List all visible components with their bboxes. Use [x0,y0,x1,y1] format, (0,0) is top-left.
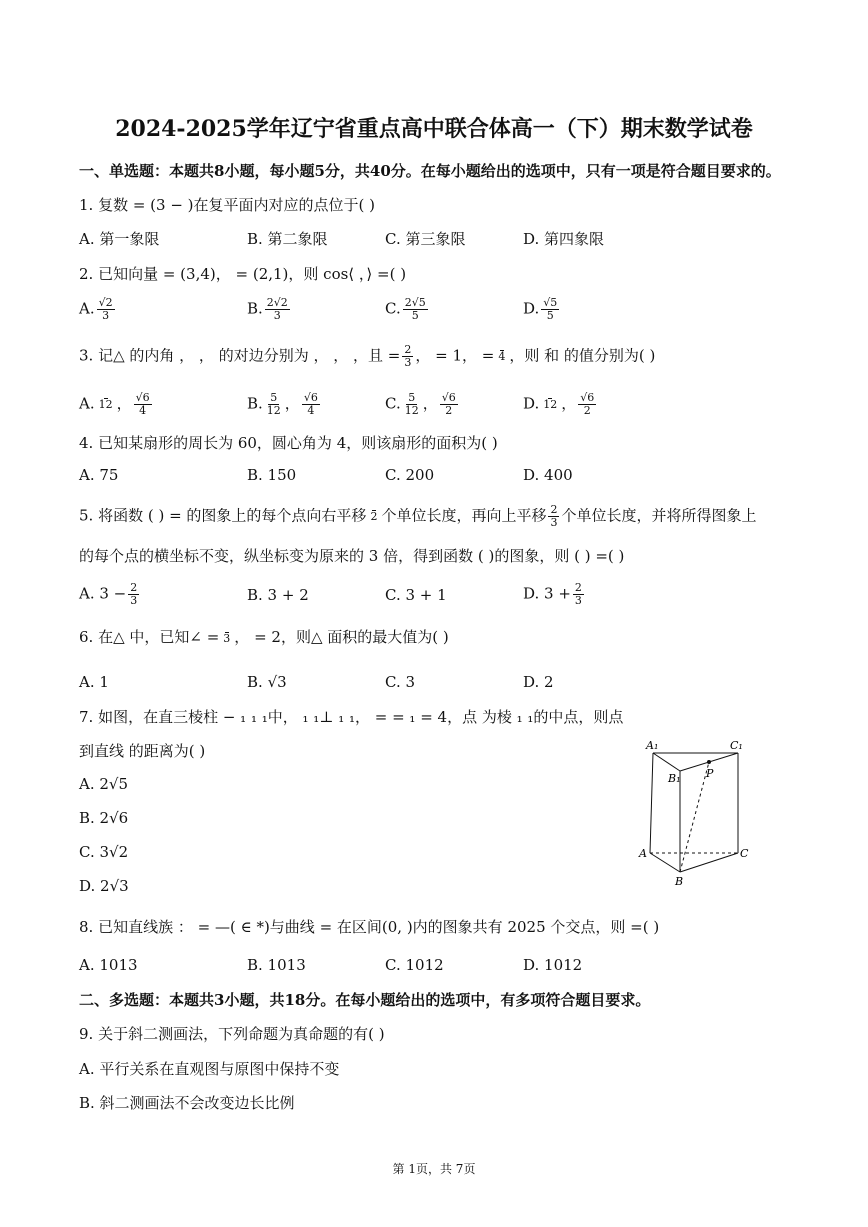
question-4-stem: 4. 已知某扇形的周长为 60，圆心角为 4，则该扇形的面积为( ) [79,434,498,452]
q1-option-a: A. 第一象限 [79,230,160,248]
q7-option-b: B. 2√6 [79,809,129,827]
q8-option-a: A. 1013 [79,956,138,974]
edge-a1b1 [653,753,680,771]
q1-option-b: B. 第二象限 [247,230,328,248]
q4-option-b: B. 150 [247,466,297,484]
question-6-stem: 6. 在△ 中，已知∠ = 3 ， = 2，则△ 面积的最大值为( ) [79,628,449,646]
q5-option-d: D. 3 + $\frac{2}{3}$ [523,581,582,607]
question-9-stem: 9. 关于斜二测画法，下列命题为真命题的有( ) [79,1025,385,1043]
q7-option-d: D. 2√3 [79,877,129,895]
q6-option-d: D. 2 [523,673,554,691]
label-a1: A₁ [646,739,659,752]
label-b1: B₁ [668,772,681,785]
question-3-stem: 3. 记△ 的内角 ， ， 的对边分别为 ， ， ，且 = $\frac{2}{3}$ ， = 1， = 4 ，则 和 的值分别为( ) [79,343,656,369]
q3-option-a: A. 12 ， $\frac{√6}{4}$ [79,391,150,417]
section-single-choice: 一、单选题：本题共8小题，每小题5分，共40分。在每小题给出的选项中，只有一项是符合题目要求的。 [79,162,781,180]
q2-option-d: D. $\frac{√5}{5}$ [523,296,558,322]
prism-figure [630,735,760,890]
segment-bp-hidden [680,762,709,872]
section-multi-choice: 二、多选题：本题共3小题，共18分。在每小题给出的选项中，有多项符合题目要求。 [79,991,651,1009]
q9-option-a: A. 平行关系在直观图与原图中保持不变 [79,1060,340,1078]
q5-option-c: C. 3 + 1 [385,586,447,604]
label-p: P [706,767,714,780]
label-b: B [675,875,684,888]
question-2-stem: 2. 已知向量 = (3,4)， = (2,1)，则 cos⟨ ，⟩ =( ) [79,265,407,283]
q4-option-a: A. 75 [79,466,119,484]
point-p [707,760,711,764]
q7-option-c: C. 3√2 [79,843,129,861]
q2-option-a: A. $\frac{√2}{3}$ [79,296,113,322]
q3-option-c: C. $\frac{5}{12}$ ， $\frac{√6}{2}$ [385,391,456,417]
page-footer: 第 1页，共 7页 [392,1162,476,1176]
q2-option-b: B. $\frac{2√2}{3}$ [247,296,288,322]
edge-ab [650,853,680,872]
question-8-stem: 8. 已知直线族 ： = —( ∈ *)与曲线 = 在区间(0, )内的图象共有 2025 个交点，则 =( ) [79,918,660,936]
q4-option-c: C. 200 [385,466,435,484]
label-a: A [639,847,647,860]
q1-option-c: C. 第三象限 [385,230,466,248]
q5-option-b: B. 3 + 2 [247,586,309,604]
edge-bc [680,853,738,872]
edge-aa1 [650,753,653,853]
q3-option-d: D. 12 ， $\frac{√6}{2}$ [523,391,595,417]
q5-option-a: A. 3 − $\frac{2}{3}$ [79,581,138,607]
q7-option-a: A. 2√5 [79,775,129,793]
q9-option-b: B. 斜二测画法不会改变边长比例 [79,1094,295,1112]
question-5-stem: 5. 将函数 ( ) = 的图象上的每个点向右平移 2 个单位长度，再向上平移 $\frac{2}{3}$ 个单位长度，并将所得图象上 [79,503,757,529]
q3-option-b: B. $\frac{5}{12}$ ， $\frac{√6}{4}$ [247,391,318,417]
q8-option-c: C. 1012 [385,956,444,974]
question-5-line2: 的每个点的横坐标不变，纵坐标变为原来的 3 倍，得到函数 ( )的图象，则 ( ) =( ) [79,547,625,565]
q2-option-c: C. $\frac{2√5}{5}$ [385,296,426,322]
page-title: 2024-2025学年辽宁省重点高中联合体高一（下）期末数学试卷 [115,116,753,142]
q6-option-b: B. √3 [247,673,287,691]
q8-option-d: D. 1012 [523,956,583,974]
label-c1: C₁ [730,739,743,752]
q6-option-a: A. 1 [79,673,109,691]
q4-option-d: D. 400 [523,466,573,484]
question-1-stem: 1. 复数 = (3 − )在复平面内对应的点位于( ) [79,196,376,214]
question-7-stem: 7. 如图，在直三棱柱 − ₁ ₁ ₁中， ₁ ₁⊥ ₁ ₁， = = ₁ = 4，点 为棱 ₁ ₁的中点，则点 [79,708,624,726]
q6-option-c: C. 3 [385,673,416,691]
q8-option-b: B. 1013 [247,956,306,974]
q1-option-d: D. 第四象限 [523,230,605,248]
question-7-line2: 到直线 的距离为( ) [79,742,206,760]
label-c: C [740,847,749,860]
